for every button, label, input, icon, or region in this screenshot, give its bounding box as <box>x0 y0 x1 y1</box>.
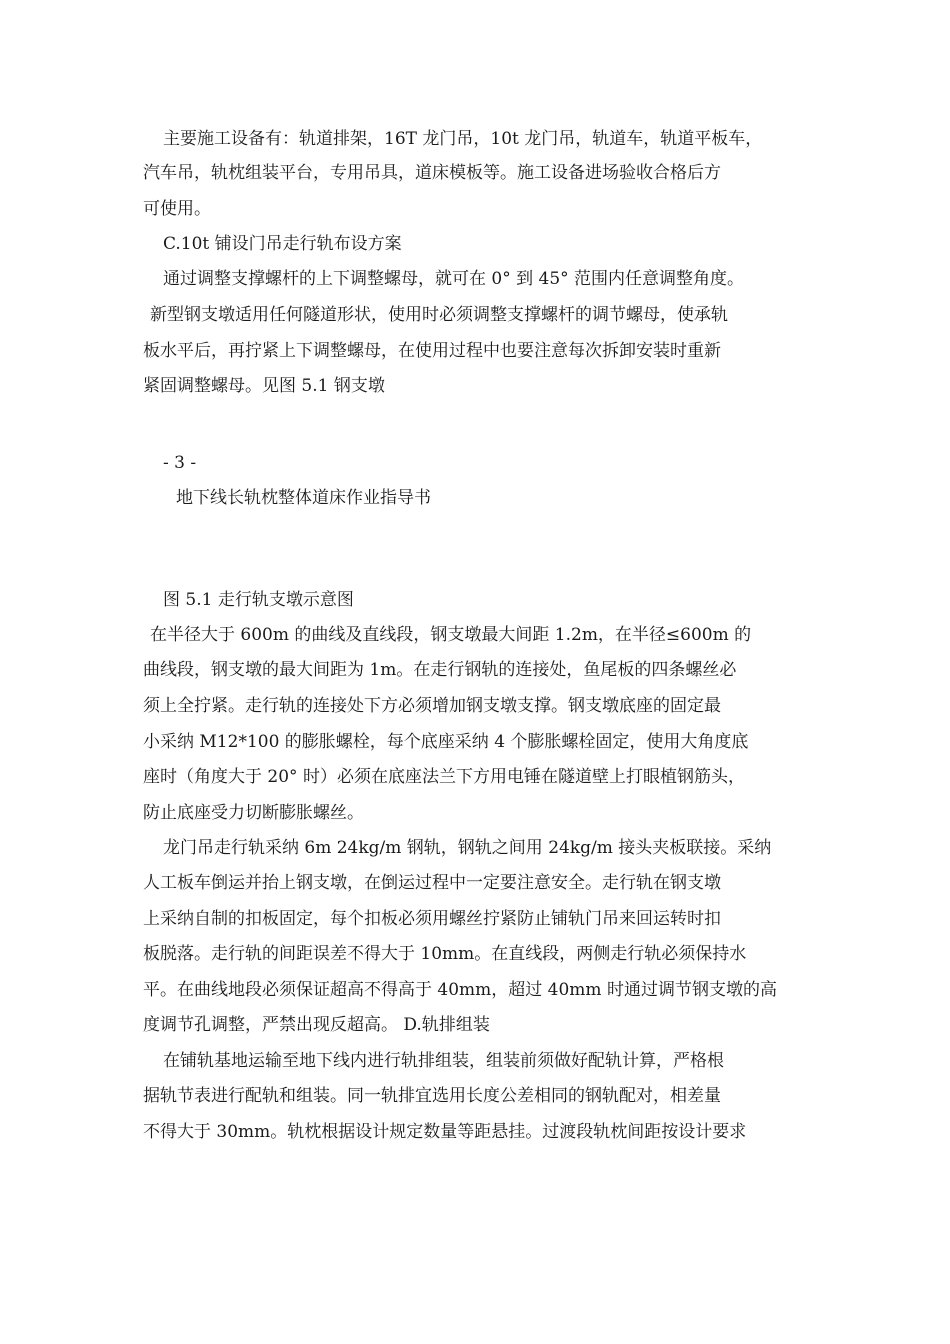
paragraph-line: 板水平后，再拧紧上下调整螺母，在使用过程中也要注意每次拆卸安装时重新 <box>143 341 721 361</box>
paragraph-line: 人工板车倒运并抬上钢支墩，在倒运过程中一定要注意安全。走行轨在钢支墩 <box>143 873 721 893</box>
running-header: 地下线长轨枕整体道床作业指导书 <box>176 488 431 508</box>
paragraph-line: 座时（角度大于 20° 时）必须在底座法兰下方用电锤在隧道壁上打眼植钢筋头， <box>143 767 745 787</box>
paragraph-line: 龙门吊走行轨采纳 6m 24kg/m 钢轨，钢轨之间用 24kg/m 接头夹板联接。采纳 <box>163 838 772 858</box>
paragraph-line: 板脱落。走行轨的间距误差不得大于 10mm。在直线段，两侧走行轨必须保持水 <box>143 944 747 964</box>
paragraph-line: 通过调整支撑螺杆的上下调整螺母，就可在 0° 到 45° 范围内任意调整角度。 <box>163 269 745 289</box>
paragraph-line: 度调节孔调整，严禁出现反超高。 D.轨排组装 <box>143 1015 490 1035</box>
paragraph-line: 紧固调整螺母。见图 5.1 钢支墩 <box>143 376 385 396</box>
paragraph-line: 新型钢支墩适用任何隧道形状，使用时必须调整支撑螺杆的调节螺母，使承轨 <box>150 305 728 325</box>
section-heading: C.10t 铺设门吊走行轨布设方案 <box>163 234 402 254</box>
paragraph-line: 可使用。 <box>143 199 211 219</box>
paragraph-line: 平。在曲线地段必须保证超高不得高于 40mm，超过 40mm 时通过调节钢支墩的高 <box>143 980 777 1000</box>
paragraph-line: 防止底座受力切断膨胀螺丝。 <box>143 803 364 823</box>
paragraph-line: 曲线段，钢支墩的最大间距为 1m。在走行钢轨的连接处，鱼尾板的四条螺丝必 <box>143 660 737 680</box>
paragraph-line: 上采纳自制的扣板固定，每个扣板必须用螺丝拧紧防止铺轨门吊来回运转时扣 <box>143 909 721 929</box>
paragraph-line: 据轨节表进行配轨和组装。同一轨排宜选用长度公差相同的钢轨配对，相差量 <box>143 1086 721 1106</box>
paragraph-line: 小采纳 M12*100 的膨胀螺栓，每个底座采纳 4 个膨胀螺栓固定，使用大角度底 <box>143 732 749 752</box>
paragraph-line: 汽车吊，轨枕组装平台，专用吊具，道床模板等。施工设备进场验收合格后方 <box>143 163 721 183</box>
paragraph-line: 不得大于 30mm。轨枕根据设计规定数量等距悬挂。过渡段轨枕间距按设计要求 <box>143 1122 747 1142</box>
paragraph-line: 须上全拧紧。走行轨的连接处下方必须增加钢支墩支撑。钢支墩底座的固定最 <box>143 696 721 716</box>
paragraph-line: 主要施工设备有：轨道排架，16T 龙门吊，10t 龙门吊，轨道车，轨道平板车， <box>163 129 763 149</box>
paragraph-line: 在铺轨基地运输至地下线内进行轨排组装，组装前须做好配轨计算，严格根 <box>163 1051 724 1071</box>
figure-caption: 图 5.1 走行轨支墩示意图 <box>163 590 354 610</box>
page-number: - 3 - <box>163 453 197 473</box>
paragraph-line: 在半径大于 600m 的曲线及直线段，钢支墩最大间距 1.2m，在半径≤600m 的 <box>150 625 752 645</box>
